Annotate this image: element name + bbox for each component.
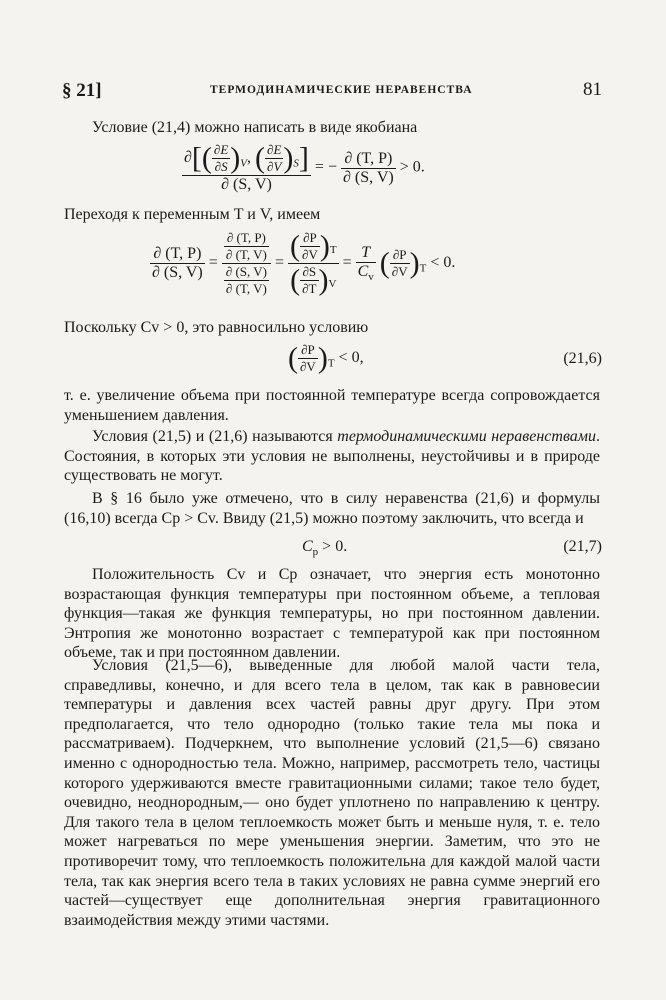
- running-title: ТЕРМОДИНАМИЧЕСКИЕ НЕРАВЕНСТВА: [210, 84, 473, 96]
- page-header: [62, 80, 602, 102]
- section-marker: § 21]: [62, 80, 102, 101]
- equation-number-21-7: (21,7): [563, 538, 602, 555]
- paragraph-thermo-inequalities: Условия (21,5) и (21,6) называются термодинамическими неравенствами. Состояния, в которых эти условия не выполнены, неустойчивы и в природе существовать не могут.: [64, 428, 600, 485]
- equation-derivatives: $\frac{\partial (T, P)}{\partial (S, V)}$ = $\frac{\frac{\partial (T, P)}{\partial (T, V)}}{\frac{\partial (S, V)}{\partial (T, V)}}$ = ( $\frac{\partial P}{\partial V}$ )$_T$ ( $\frac{\partial S}{\partial T}$ )$_V$ = $\frac{T}{C_v}$ ( $\frac{\partial P}{\partial V}$ )$_T < 0$.: [152, 229, 456, 297]
- equation-21-6: ( $\frac{\partial P}{\partial V}$ )$_T < 0$,: [288, 341, 364, 375]
- equation-jacobian: ∂[( $\frac{\partial E}{\partial S}$ )$_V$, ( $\frac{\partial E}{\partial V}$ )$_S$] ∂ (S, V) = − $\frac{\partial (T, P)}{\partial (S, V)}$ > 0.: [184, 141, 425, 193]
- equation-21-7: $C_p > 0$.: [302, 538, 348, 559]
- paragraph-since-cv: Поскольку Cv > 0, это равносильно условию: [64, 319, 369, 336]
- paragraph-volume-increase: т. е. увеличение объема при постоянной температуре всегда сопровождается уменьшением давления.: [64, 387, 600, 424]
- paragraph-change-variables: Переходя к переменным T и V, имеем: [64, 206, 321, 223]
- paragraph-conditions-body: Условия (21,5—6), выведенные для любой малой части тела, справедливы, конечно, и для всего тела в целом, так как в равновесии температуры и давления всех частей равны друг другу. При этом предполагается, что тело однородно (только такие тела мы пока и рассматриваем). Подчеркнем, что выполнение условий (21,5—6) связано именно с однородностью тела. Можно, например, рассмотреть тело, частицы которого удерживаются вместе гравитационными силами; такое тело будет, очевидно, неоднородным,— оно будет уплотнено по направлению к центру. Для такого тела в целом теплоемкость может быть и меньше нуля, т. е. тело может нагреваться по мере уменьшения энергии. Заметим, что это не противоречит тому, что теплоемкость положительна для каждой малой части тела, так как энергия всего тела в таких условиях не равна сумме энергий его частей—существует еще дополнительная энергия гравитационного взаимодействия между этими частями.: [64, 657, 600, 929]
- paragraph-jacobian-intro: Условие (21,4) можно написать в виде якобиана: [92, 119, 418, 136]
- paragraph-positivity: Положительность Cv и Cp означает, что энергия есть монотонно возрастающая функция температуры при постоянном объеме, а тепловая функция—такая же функция температуры, но при постоянном давлении. Энтропия же монотонно возрастает с температурой как при постоянном объеме, так и при постоянном давлении.: [64, 566, 600, 662]
- page-number: 81: [583, 79, 602, 100]
- paragraph-section-16: В § 16 было уже отмечено, что в силу неравенства (21,6) и формулы (16,10) всегда Cp > Cv. Ввиду (21,5) можно поэтому заключить, что всегда и: [64, 490, 600, 527]
- equation-number-21-6: (21,6): [563, 350, 602, 367]
